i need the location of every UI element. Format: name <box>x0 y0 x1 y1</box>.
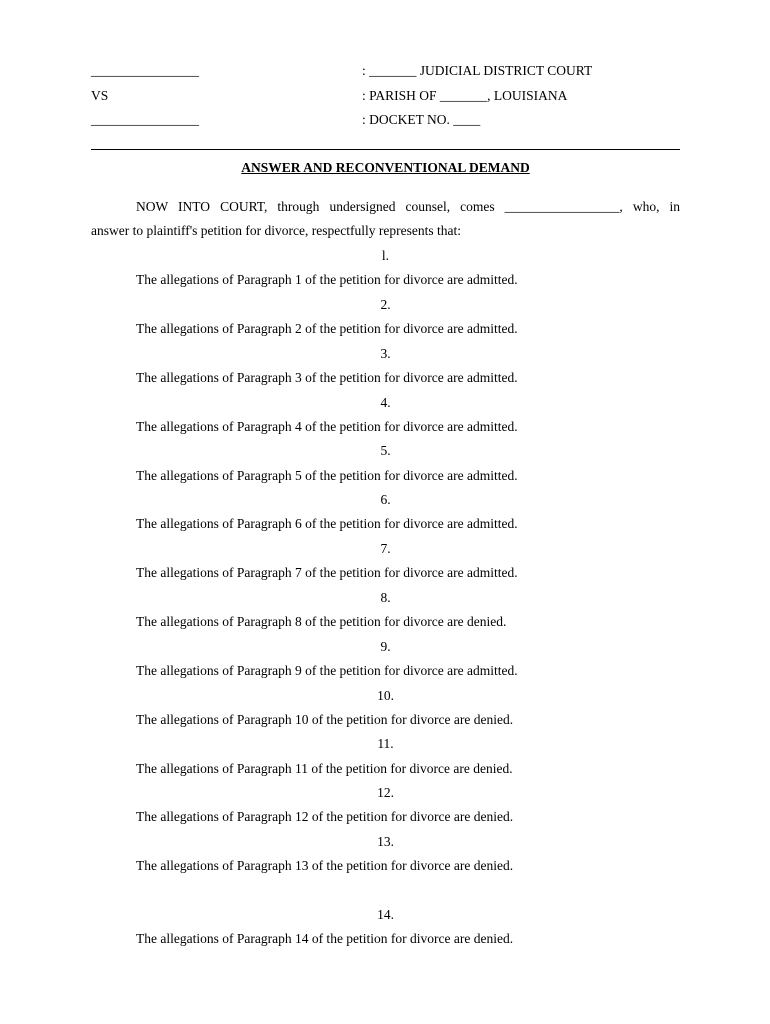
paragraph-number: 13. <box>377 834 394 849</box>
paragraph-text: The allegations of Paragraph 9 of the petition for divorce are admitted. <box>136 663 518 678</box>
paragraph-text: The allegations of Paragraph 13 of the petition for divorce are denied. <box>136 858 514 873</box>
parish-line: : PARISH OF _______, LOUISIANA <box>362 88 568 103</box>
paragraph-text: The allegations of Paragraph 2 of the petition for divorce are admitted. <box>136 321 518 336</box>
paragraph-number: 14. <box>377 907 394 922</box>
paragraph-text: The allegations of Paragraph 7 of the petition for divorce are admitted. <box>136 565 518 580</box>
caption-divider <box>91 149 680 150</box>
paragraph-number: l. <box>381 248 390 263</box>
paragraph-number: 11. <box>377 736 394 751</box>
paragraph-number: 8. <box>380 590 391 605</box>
versus-label: VS <box>91 88 109 103</box>
paragraph-number: 5. <box>380 443 391 458</box>
defendant-name-blank: ________________ <box>91 112 199 127</box>
paragraph-number: 3. <box>380 346 391 361</box>
paragraph-text: The allegations of Paragraph 14 of the petition for divorce are denied. <box>136 931 514 946</box>
intro-line-1: NOW INTO COURT, through undersigned counsel, comes _________________, who, in <box>136 199 680 214</box>
paragraph-number: 10. <box>377 688 394 703</box>
paragraph-text: The allegations of Paragraph 8 of the petition for divorce are denied. <box>136 614 507 629</box>
paragraph-text: The allegations of Paragraph 5 of the petition for divorce are admitted. <box>136 468 518 483</box>
paragraph-text: The allegations of Paragraph 10 of the petition for divorce are denied. <box>136 712 514 727</box>
paragraph-number: 4. <box>380 395 391 410</box>
paragraph-number: 2. <box>380 297 391 312</box>
intro-line-2: answer to plaintiff's petition for divorce, respectfully represents that: <box>91 223 461 238</box>
paragraph-text: The allegations of Paragraph 1 of the petition for divorce are admitted. <box>136 272 518 287</box>
paragraph-number: 12. <box>377 785 394 800</box>
document-title: ANSWER AND RECONVENTIONAL DEMAND <box>241 160 530 175</box>
plaintiff-name-blank: ________________ <box>91 63 199 78</box>
paragraph-text: The allegations of Paragraph 3 of the petition for divorce are admitted. <box>136 370 518 385</box>
paragraph-number: 9. <box>380 639 391 654</box>
paragraph-text: The allegations of Paragraph 11 of the petition for divorce are denied. <box>136 761 513 776</box>
paragraph-number: 6. <box>380 492 391 507</box>
court-name-line: : _______ JUDICIAL DISTRICT COURT <box>362 63 593 78</box>
docket-number-line: : DOCKET NO. ____ <box>362 112 481 127</box>
paragraph-text: The allegations of Paragraph 4 of the petition for divorce are admitted. <box>136 419 518 434</box>
paragraph-text: The allegations of Paragraph 6 of the petition for divorce are admitted. <box>136 516 518 531</box>
paragraph-text: The allegations of Paragraph 12 of the petition for divorce are denied. <box>136 809 514 824</box>
paragraph-number: 7. <box>380 541 391 556</box>
